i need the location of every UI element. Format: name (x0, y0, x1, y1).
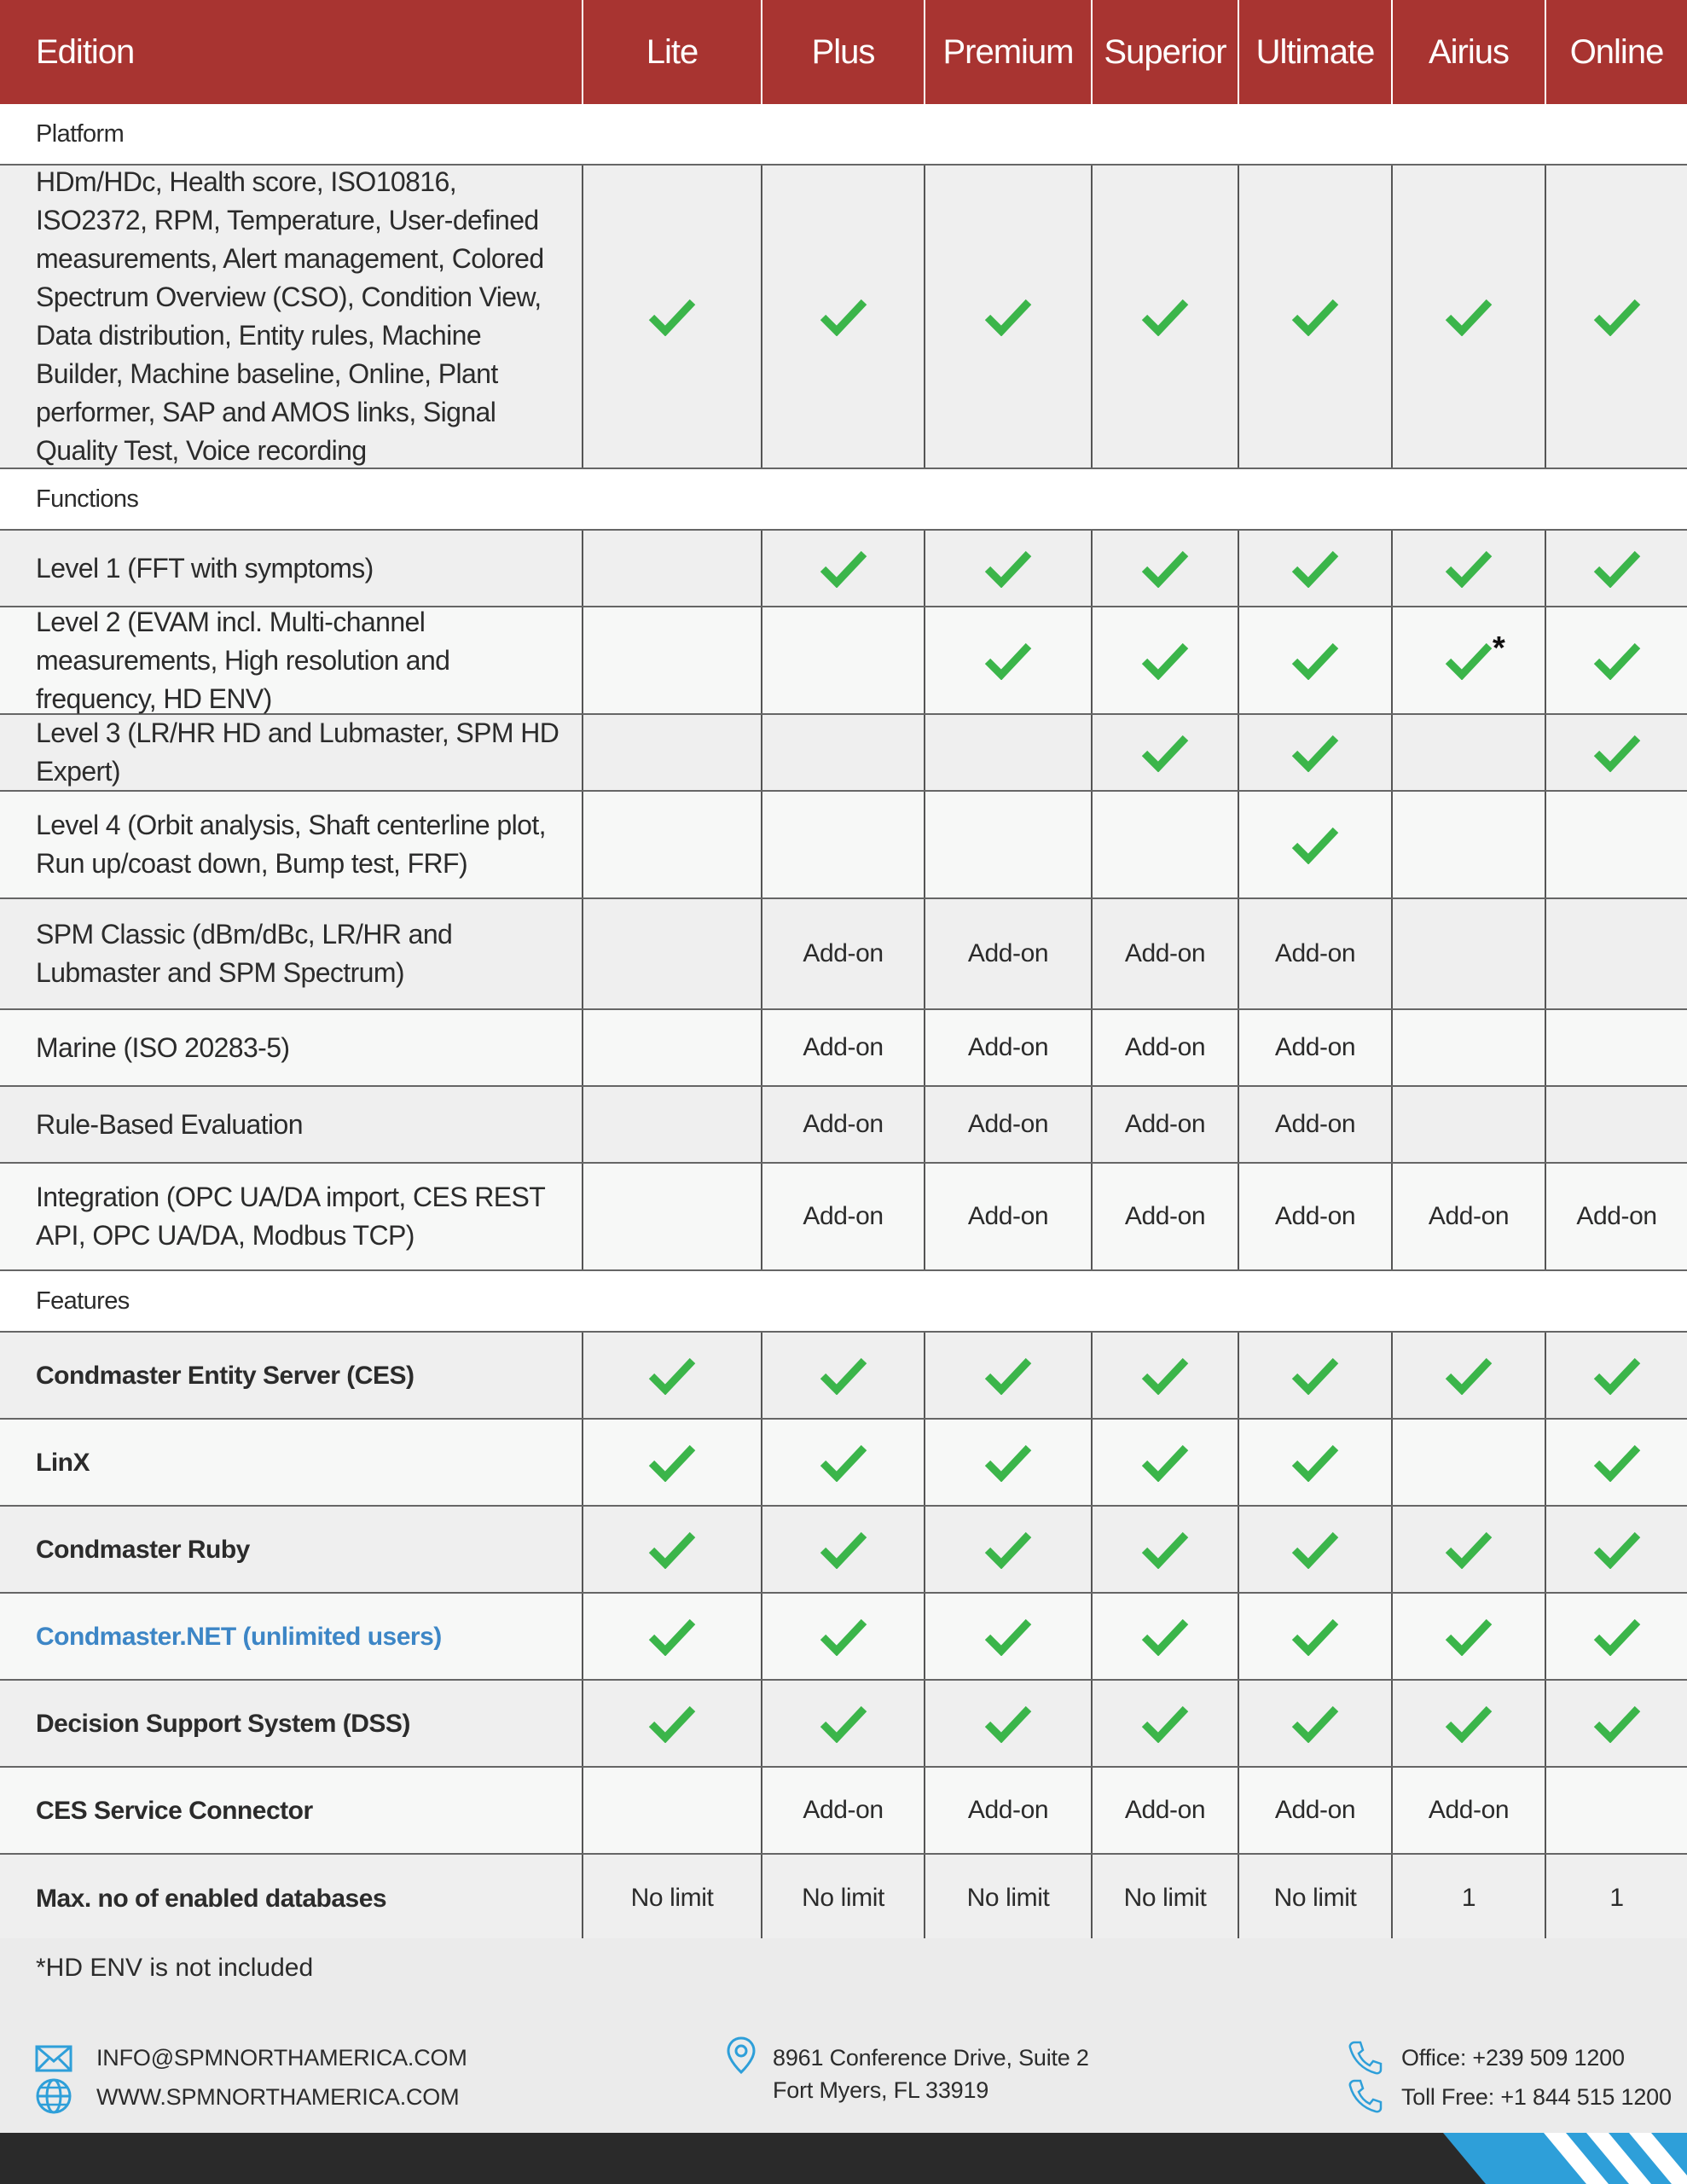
checkmark-icon (820, 1704, 867, 1743)
table-cell (1545, 715, 1687, 790)
checkmark-icon (1291, 1356, 1339, 1395)
table-cell (761, 1681, 924, 1766)
checkmark-icon (648, 1704, 696, 1743)
globe-icon (34, 2077, 73, 2116)
cell-value: Add-on (1124, 1796, 1206, 1824)
cell-value: Add-on (1124, 1110, 1206, 1138)
table-cell (1091, 1333, 1238, 1418)
table-cell (1091, 531, 1238, 606)
row-label: Level 2 (EVAM incl. Multi-channel measurements, High resolution and frequency, HD ENV) (36, 606, 450, 714)
table-cell (1545, 1164, 1687, 1269)
section-header-functions (0, 469, 1687, 531)
table-cell (1545, 166, 1687, 468)
table-cell (582, 1855, 761, 1942)
checkmark-icon (984, 1617, 1032, 1656)
table-cell (924, 1164, 1091, 1269)
checkmark-icon (984, 1443, 1032, 1482)
cell-value: Add-on (1428, 1796, 1510, 1824)
checkmark-icon (1593, 549, 1641, 588)
address-line-2: Fort Myers, FL 33919 (773, 2077, 989, 2103)
table-cell (582, 899, 761, 1008)
table-cell (1238, 1855, 1391, 1942)
table-cell (1091, 1507, 1238, 1592)
table-cell (582, 1010, 761, 1085)
row-label: Level 1 (FFT with symptoms) (36, 552, 374, 584)
cell-value: Add-on (967, 939, 1049, 967)
checkmark-icon (984, 297, 1032, 336)
table-cell (924, 531, 1091, 606)
checkmark-icon (1445, 549, 1493, 588)
table-row (0, 166, 1687, 469)
row-label: LinX (36, 1448, 90, 1477)
table-row (0, 1333, 1687, 1420)
cell-value: 1 (1609, 1884, 1624, 1912)
edition-header-plus: Plus (761, 0, 924, 104)
checkmark-icon (648, 1617, 696, 1656)
checkmark-icon (1141, 641, 1189, 680)
table-cell (1545, 1507, 1687, 1592)
table-cell (1091, 1420, 1238, 1505)
office-phone[interactable]: Office: +239 509 1200 (1401, 2045, 1625, 2071)
cell-value: Add-on (1428, 1202, 1510, 1230)
checkmark-icon (1141, 1356, 1189, 1395)
checkmark-icon (1291, 1530, 1339, 1569)
table-cell (1545, 1333, 1687, 1418)
checkmark-icon (1593, 297, 1641, 336)
checkmark-icon (1593, 1530, 1641, 1569)
checkmark-icon (1593, 733, 1641, 772)
table-cell (582, 1164, 761, 1269)
cell-value: Add-on (1274, 1033, 1356, 1061)
brand-stripes (0, 2133, 1687, 2184)
cell-value: No limit (966, 1884, 1050, 1912)
table-cell (1238, 1594, 1391, 1679)
table-cell (1545, 1087, 1687, 1162)
table-row (0, 899, 1687, 1010)
table-cell (1091, 607, 1238, 713)
checkmark-icon (820, 1617, 867, 1656)
table-cell (761, 1333, 924, 1418)
table-cell (1391, 1164, 1545, 1269)
row-label: Integration (OPC UA/DA import, CES REST API, OPC UA/DA, Modbus TCP) (36, 1182, 545, 1251)
table-row (0, 792, 1687, 899)
table-cell (1091, 1681, 1238, 1766)
table-cell (761, 607, 924, 713)
table-cell (582, 715, 761, 790)
edition-header-superior: Superior (1091, 0, 1238, 104)
table-cell (1391, 1594, 1545, 1679)
table-row (0, 531, 1687, 607)
checkmark-icon (648, 1530, 696, 1569)
cell-value: Add-on (1274, 1110, 1356, 1138)
cell-value: Add-on (967, 1796, 1049, 1824)
table-cell (1391, 1333, 1545, 1418)
table-cell (761, 1768, 924, 1853)
table-cell (1091, 1010, 1238, 1085)
row-label: Level 3 (LR/HR HD and Lubmaster, SPM HD Expert) (36, 717, 559, 787)
table-cell (1545, 531, 1687, 606)
checkmark-icon (1291, 549, 1339, 588)
table-cell (582, 1087, 761, 1162)
table-cell (924, 899, 1091, 1008)
checkmark-icon (1593, 641, 1641, 680)
checkmark-icon (984, 1704, 1032, 1743)
checkmark-icon (1291, 1704, 1339, 1743)
checkmark-icon (984, 549, 1032, 588)
table-cell (1238, 166, 1391, 468)
edition-header-ultimate: Ultimate (1238, 0, 1391, 104)
location-pin-icon (722, 2036, 761, 2075)
section-title: Functions (36, 485, 139, 513)
table-cell (1091, 1768, 1238, 1853)
table-cell (924, 1420, 1091, 1505)
row-label: Marine (ISO 20283-5) (36, 1031, 290, 1063)
cell-value: Add-on (967, 1202, 1049, 1230)
row-label: CES Service Connector (36, 1796, 313, 1825)
table-cell (1238, 715, 1391, 790)
table-row (0, 1010, 1687, 1087)
table-cell (761, 899, 924, 1008)
table-cell (924, 607, 1091, 713)
section-header-platform (0, 104, 1687, 166)
table-cell (1091, 715, 1238, 790)
table-cell (1545, 899, 1687, 1008)
cell-value: Add-on (1274, 939, 1356, 967)
table-cell (1238, 1164, 1391, 1269)
cell-value: Add-on (803, 939, 884, 967)
checkmark-icon (1141, 1704, 1189, 1743)
table-cell (1238, 1420, 1391, 1505)
table-row (0, 715, 1687, 792)
section-title: Platform (36, 119, 125, 148)
checkmark-icon (1445, 1356, 1493, 1395)
address-line-1: 8961 Conference Drive, Suite 2 (773, 2045, 1089, 2071)
table-cell (1391, 166, 1545, 468)
table-cell (1091, 1164, 1238, 1269)
row-label: Level 4 (Orbit analysis, Shaft centerline plot, Run up/coast down, Bump test, FRF) (36, 810, 546, 879)
table-cell (1545, 1010, 1687, 1085)
table-cell (582, 607, 761, 713)
table-cell (582, 1507, 761, 1592)
table-cell (582, 531, 761, 606)
table-row (0, 1420, 1687, 1507)
table-cell (761, 1164, 924, 1269)
cell-value: No limit (1273, 1884, 1357, 1912)
table-cell (582, 1681, 761, 1766)
table-cell (1545, 607, 1687, 713)
cell-value: Add-on (1124, 939, 1206, 967)
checkmark-icon (1141, 297, 1189, 336)
table-cell (1391, 715, 1545, 790)
checkmark-icon (820, 1443, 867, 1482)
row-label: SPM Classic (dBm/dBc, LR/HR and Lubmaster and SPM Spectrum) (36, 919, 453, 988)
table-cell (1238, 1507, 1391, 1592)
footnote: *HD ENV is not included (36, 1954, 314, 1982)
table-cell (1391, 1681, 1545, 1766)
checkmark-icon (1291, 1617, 1339, 1656)
checkmark-icon (1141, 733, 1189, 772)
table-cell (924, 1333, 1091, 1418)
table-cell (1238, 531, 1391, 606)
checkmark-icon (1445, 1530, 1493, 1569)
table-cell (1391, 1768, 1545, 1853)
table-cell (1391, 899, 1545, 1008)
table-cell (924, 1855, 1091, 1942)
table-cell (582, 792, 761, 897)
table-cell (1391, 1087, 1545, 1162)
checkmark-icon (1291, 733, 1339, 772)
phone-icon (1346, 2077, 1385, 2116)
table-cell (1238, 1681, 1391, 1766)
table-cell (1091, 166, 1238, 468)
row-label: HDm/HDc, Health score, ISO10816, ISO2372, RPM, Temperature, User-defined measurements, Alert management, Colored Spectrum Overview (CSO), Condition View, Data distribution, Entity rules, Machine Builder, Machine baseline, Online, Plant performer, SAP and AMOS links, Signal Quality Test, Voice recording (36, 166, 544, 466)
table-cell (1238, 792, 1391, 897)
checkmark-icon (820, 1530, 867, 1569)
checkmark-icon (1291, 641, 1339, 680)
table-cell (761, 166, 924, 468)
checkmark-icon (984, 641, 1032, 680)
checkmark-icon (1445, 1704, 1493, 1743)
table-row (0, 1768, 1687, 1855)
checkmark-icon (1141, 1443, 1189, 1482)
table-cell (1545, 792, 1687, 897)
checkmark-icon (1141, 549, 1189, 588)
checkmark-icon (820, 1356, 867, 1395)
checkmark-icon (1593, 1704, 1641, 1743)
table-cell (924, 1010, 1091, 1085)
table-cell (924, 792, 1091, 897)
table-cell (1545, 1594, 1687, 1679)
checkmark-icon (984, 1356, 1032, 1395)
table-cell (924, 1681, 1091, 1766)
table-cell (924, 1087, 1091, 1162)
table-cell (1238, 607, 1391, 713)
cell-value: Add-on (803, 1110, 884, 1138)
table-row (0, 1681, 1687, 1768)
cell-value: Add-on (803, 1033, 884, 1061)
page-footer (0, 1938, 1687, 2133)
table-row (0, 1507, 1687, 1594)
checkmark-icon (648, 1356, 696, 1395)
toll-free-phone[interactable]: Toll Free: +1 844 515 1200 (1401, 2084, 1672, 2110)
table-cell (1391, 607, 1545, 713)
table-row (0, 1164, 1687, 1271)
table-cell (1545, 1681, 1687, 1766)
table-cell (1391, 1507, 1545, 1592)
cell-value: Add-on (1124, 1202, 1206, 1230)
cell-value: Add-on (803, 1796, 884, 1824)
table-row (0, 1594, 1687, 1681)
checkmark-icon (1445, 1617, 1493, 1656)
checkmark-icon (984, 1530, 1032, 1569)
edition-header-lite: Lite (582, 0, 761, 104)
row-label: Condmaster Entity Server (CES) (36, 1361, 415, 1390)
table-cell (1391, 1010, 1545, 1085)
cell-value: Add-on (1124, 1033, 1206, 1061)
section-header-features (0, 1271, 1687, 1333)
table-cell (924, 715, 1091, 790)
table-row (0, 1855, 1687, 1942)
cell-value: Add-on (1274, 1202, 1356, 1230)
cell-value: Add-on (967, 1033, 1049, 1061)
table-cell (761, 1420, 924, 1505)
cell-value: Add-on (967, 1110, 1049, 1138)
cell-value: Add-on (803, 1202, 884, 1230)
table-cell (1238, 1010, 1391, 1085)
table-cell (1238, 899, 1391, 1008)
cell-value: No limit (630, 1884, 714, 1912)
table-cell (582, 1768, 761, 1853)
table-cell (1091, 1855, 1238, 1942)
cell-value: No limit (802, 1884, 884, 1912)
website-link[interactable]: WWW.SPMNORTHAMERICA.COM (96, 2084, 460, 2110)
table-cell (924, 1594, 1091, 1679)
table-cell (761, 1010, 924, 1085)
checkmark-with-footnote (1445, 630, 1505, 680)
checkmark-icon (1291, 825, 1339, 864)
table-cell (1391, 1855, 1545, 1942)
table-cell (761, 1087, 924, 1162)
checkmark-icon (648, 1443, 696, 1482)
edition-header-label: Edition (36, 32, 135, 71)
table-cell (582, 1420, 761, 1505)
edition-header-online: Online (1545, 0, 1687, 104)
table-cell (761, 1507, 924, 1592)
table-cell (1091, 899, 1238, 1008)
bottom-brand-bar (0, 2133, 1687, 2184)
table-cell (582, 1333, 761, 1418)
feature-link[interactable]: Condmaster.NET (unlimited users) (36, 1622, 442, 1651)
table-cell (761, 715, 924, 790)
table-cell (761, 1855, 924, 1942)
row-label: Rule-Based Evaluation (36, 1108, 303, 1140)
table-cell (1091, 1594, 1238, 1679)
section-title: Features (36, 1287, 130, 1315)
mail-icon (34, 2038, 73, 2077)
cell-value: Add-on (1274, 1796, 1356, 1824)
edition-header-premium: Premium (924, 0, 1091, 104)
table-cell (924, 166, 1091, 468)
checkmark-icon (1141, 1617, 1189, 1656)
table-cell (1238, 1768, 1391, 1853)
checkmark-icon (1291, 297, 1339, 336)
cell-value: 1 (1461, 1884, 1476, 1912)
table-header (0, 0, 1687, 104)
table-cell (1391, 792, 1545, 897)
checkmark-icon (1141, 1530, 1189, 1569)
row-label: Max. no of enabled databases (36, 1884, 387, 1913)
checkmark-icon (1593, 1356, 1641, 1395)
cell-value: Add-on (1576, 1202, 1657, 1230)
checkmark-icon (1445, 297, 1493, 336)
row-label: Decision Support System (DSS) (36, 1709, 410, 1738)
checkmark-icon (1291, 1443, 1339, 1482)
table-cell (1391, 1420, 1545, 1505)
table-cell (1545, 1420, 1687, 1505)
checkmark-icon (820, 549, 867, 588)
phone-icon (1346, 2038, 1385, 2077)
email-link[interactable]: INFO@SPMNORTHAMERICA.COM (96, 2045, 467, 2071)
table-cell (1545, 1768, 1687, 1853)
table-cell (924, 1768, 1091, 1853)
checkmark-icon (648, 297, 696, 336)
table-cell (1391, 531, 1545, 606)
table-cell (1545, 1855, 1687, 1942)
table-cell (1238, 1087, 1391, 1162)
cell-value: No limit (1123, 1884, 1207, 1912)
checkmark-icon (1593, 1443, 1641, 1482)
table-cell (761, 1594, 924, 1679)
footnote-asterisk: * (1493, 630, 1505, 666)
table-cell (761, 531, 924, 606)
table-cell (582, 1594, 761, 1679)
checkmark-icon (1593, 1617, 1641, 1656)
table-cell (1238, 1333, 1391, 1418)
checkmark-icon (1445, 641, 1493, 680)
checkmark-icon (820, 297, 867, 336)
table-cell (761, 792, 924, 897)
table-row (0, 607, 1687, 715)
edition-header-airius: Airius (1391, 0, 1545, 104)
table-cell (1091, 1087, 1238, 1162)
row-label: Condmaster Ruby (36, 1535, 250, 1564)
table-cell (582, 166, 761, 468)
table-row (0, 1087, 1687, 1164)
table-cell (924, 1507, 1091, 1592)
table-cell (1091, 792, 1238, 897)
